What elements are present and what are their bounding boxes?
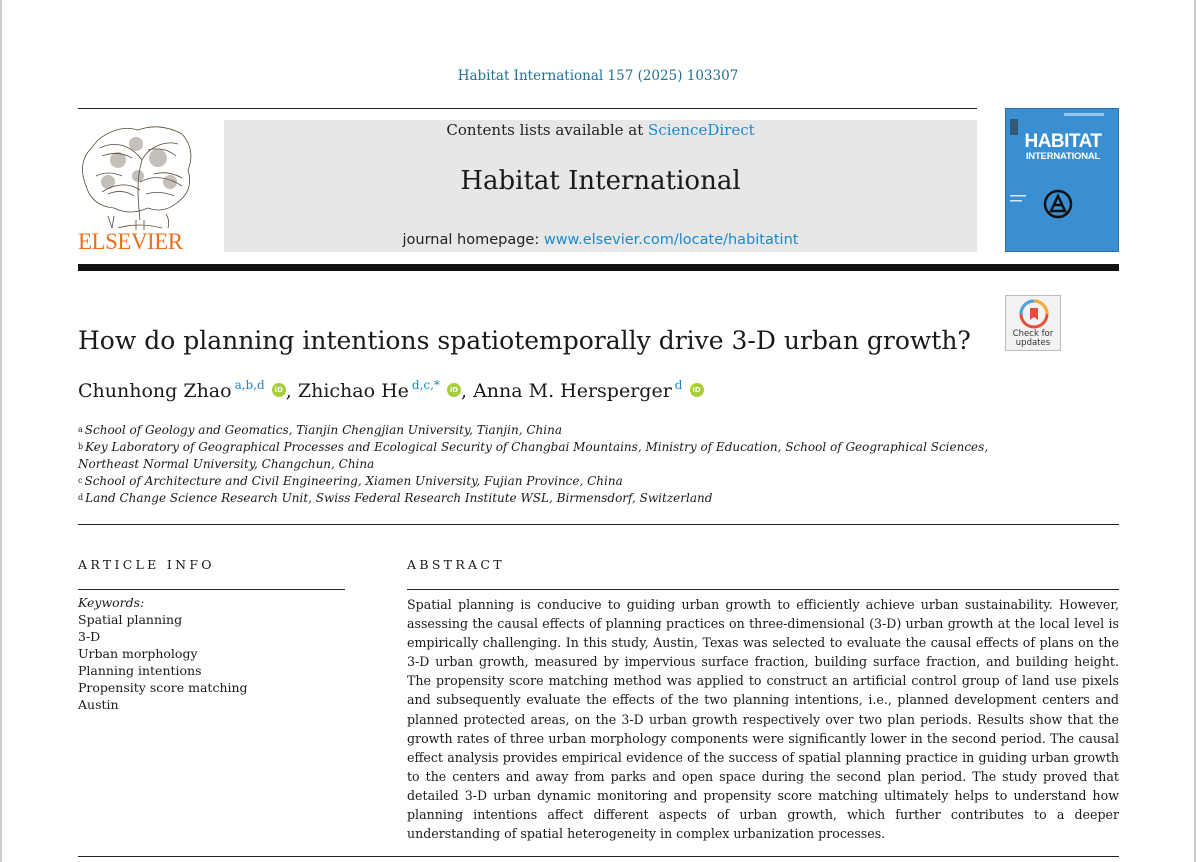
header-thick-rule xyxy=(78,264,1119,271)
cover-subtitle: INTERNATIONAL xyxy=(1025,151,1101,162)
header-rule xyxy=(78,108,977,109)
affiliation: $^d$ Land Change Science Research Unit, Swiss Federal Research Institute WSL, Birmensdorf, Switzerland xyxy=(78,491,713,505)
contents-line xyxy=(224,121,977,139)
affiliations xyxy=(78,422,998,507)
keyword: Austin xyxy=(78,697,119,712)
author-affiliation-marks[interactable]: d xyxy=(674,378,683,392)
check-updates-label: Check for updates xyxy=(1012,329,1054,348)
author-separator: , xyxy=(460,380,474,402)
contents-prefix: Contents lists available at xyxy=(446,121,649,139)
author-name[interactable]: Zhichao He xyxy=(297,380,409,402)
cover-text-lines xyxy=(1010,193,1028,213)
author-affiliation-marks[interactable]: a,b,d xyxy=(234,378,265,392)
cover-top-line xyxy=(1064,113,1104,116)
journal-name: Habitat International xyxy=(460,166,741,196)
affiliation: $^a$ School of Geology and Geomatics, Tianjin Chengjian University, Tianjin, China xyxy=(78,423,562,437)
page-frame-left xyxy=(0,0,2,862)
sciencedirect-link[interactable]: ScienceDirect xyxy=(648,121,755,139)
keywords-label: Keywords: xyxy=(78,595,145,610)
journal-citation[interactable]: Habitat International 157 (2025) 103307 xyxy=(457,68,739,84)
homepage-line xyxy=(224,232,977,248)
orcid-icon[interactable]: iD xyxy=(272,383,286,397)
author-affiliation-marks[interactable]: d,c,* xyxy=(411,378,440,392)
affiliation: $^c$ School of Architecture and Civil Engineering, Xiamen University, Fujian Province, China xyxy=(78,474,623,488)
article-info-rule xyxy=(78,589,345,590)
elsevier-wordmark[interactable]: ELSEVIER xyxy=(78,229,183,254)
abstract-text: Spatial planning is conducive to guiding urban growth to efficiently achieve urban sustainability. However, assessing the causal effects of planning practices on three-dimensional (3-D) urban growth at the local level is empirically challenging. In this study, Austin, Texas was selected to evaluate the causal effects of plans on the 3-D urban growth, measured by impervious surface fraction, building surface fraction, and building height. The propensity score matching method was applied to construct an artificial control group of land use pixels and subsequently evaluate the effects of the two planning intentions, i.e., planned development centers and planned protected areas, on the 3-D urban growth respectively over two plan periods. Results show that the growth rates of three urban morphology components were significantly lower in the second period. The causal effect analysis provides empirical evidence of the success of spatial planning practice in guiding urban growth to the centers and away from parks and open space during the second plan period. The study proved that detailed 3-D urban dynamic monitoring and propensity score matching ultimately helps to understand how planning intentions affect different aspects of urban growth, which further contributes to a deeper understanding of spatial heterogeneity in complex urbanization processes. xyxy=(407,597,1119,842)
keyword: Spatial planning xyxy=(78,612,183,627)
article-title: How do planning intentions spatiotemporally drive 3-D urban growth? xyxy=(78,326,971,355)
keyword: 3-D xyxy=(78,629,101,644)
bottom-rule xyxy=(78,856,1119,857)
orcid-icon[interactable]: iD xyxy=(447,383,461,397)
section-divider xyxy=(78,524,1119,525)
homepage-prefix: journal homepage: xyxy=(402,232,544,248)
journal-cover[interactable] xyxy=(1005,108,1119,252)
check-updates-icon xyxy=(1019,299,1049,329)
keywords-list xyxy=(78,594,345,713)
affiliation: $^b$ Key Laboratory of Geographical Processes and Ecological Security of Changbai Mountains, Ministry of Education, School of Geographical Sciences, Northeast Normal University, Changchun, China xyxy=(78,440,989,471)
keyword: Propensity score matching xyxy=(78,680,248,695)
abstract-heading: ABSTRACT xyxy=(407,557,505,572)
keyword: Urban morphology xyxy=(78,646,198,661)
author-list xyxy=(78,380,704,402)
author-separator: , xyxy=(285,380,298,402)
orcid-icon[interactable]: iD xyxy=(690,383,704,397)
keyword: Planning intentions xyxy=(78,663,202,678)
journal-homepage-link[interactable]: www.elsevier.com/locate/habitatint xyxy=(543,232,799,248)
author-name[interactable]: Chunhong Zhao xyxy=(78,380,232,402)
check-for-updates-button[interactable] xyxy=(1005,295,1061,351)
cover-title: HABITAT xyxy=(1024,131,1102,152)
article-info-heading: ARTICLE INFO xyxy=(78,557,215,572)
habitat-emblem-icon xyxy=(1043,189,1073,219)
author-name[interactable]: Anna M. Hersperger xyxy=(473,380,672,402)
abstract-rule xyxy=(407,589,1119,590)
